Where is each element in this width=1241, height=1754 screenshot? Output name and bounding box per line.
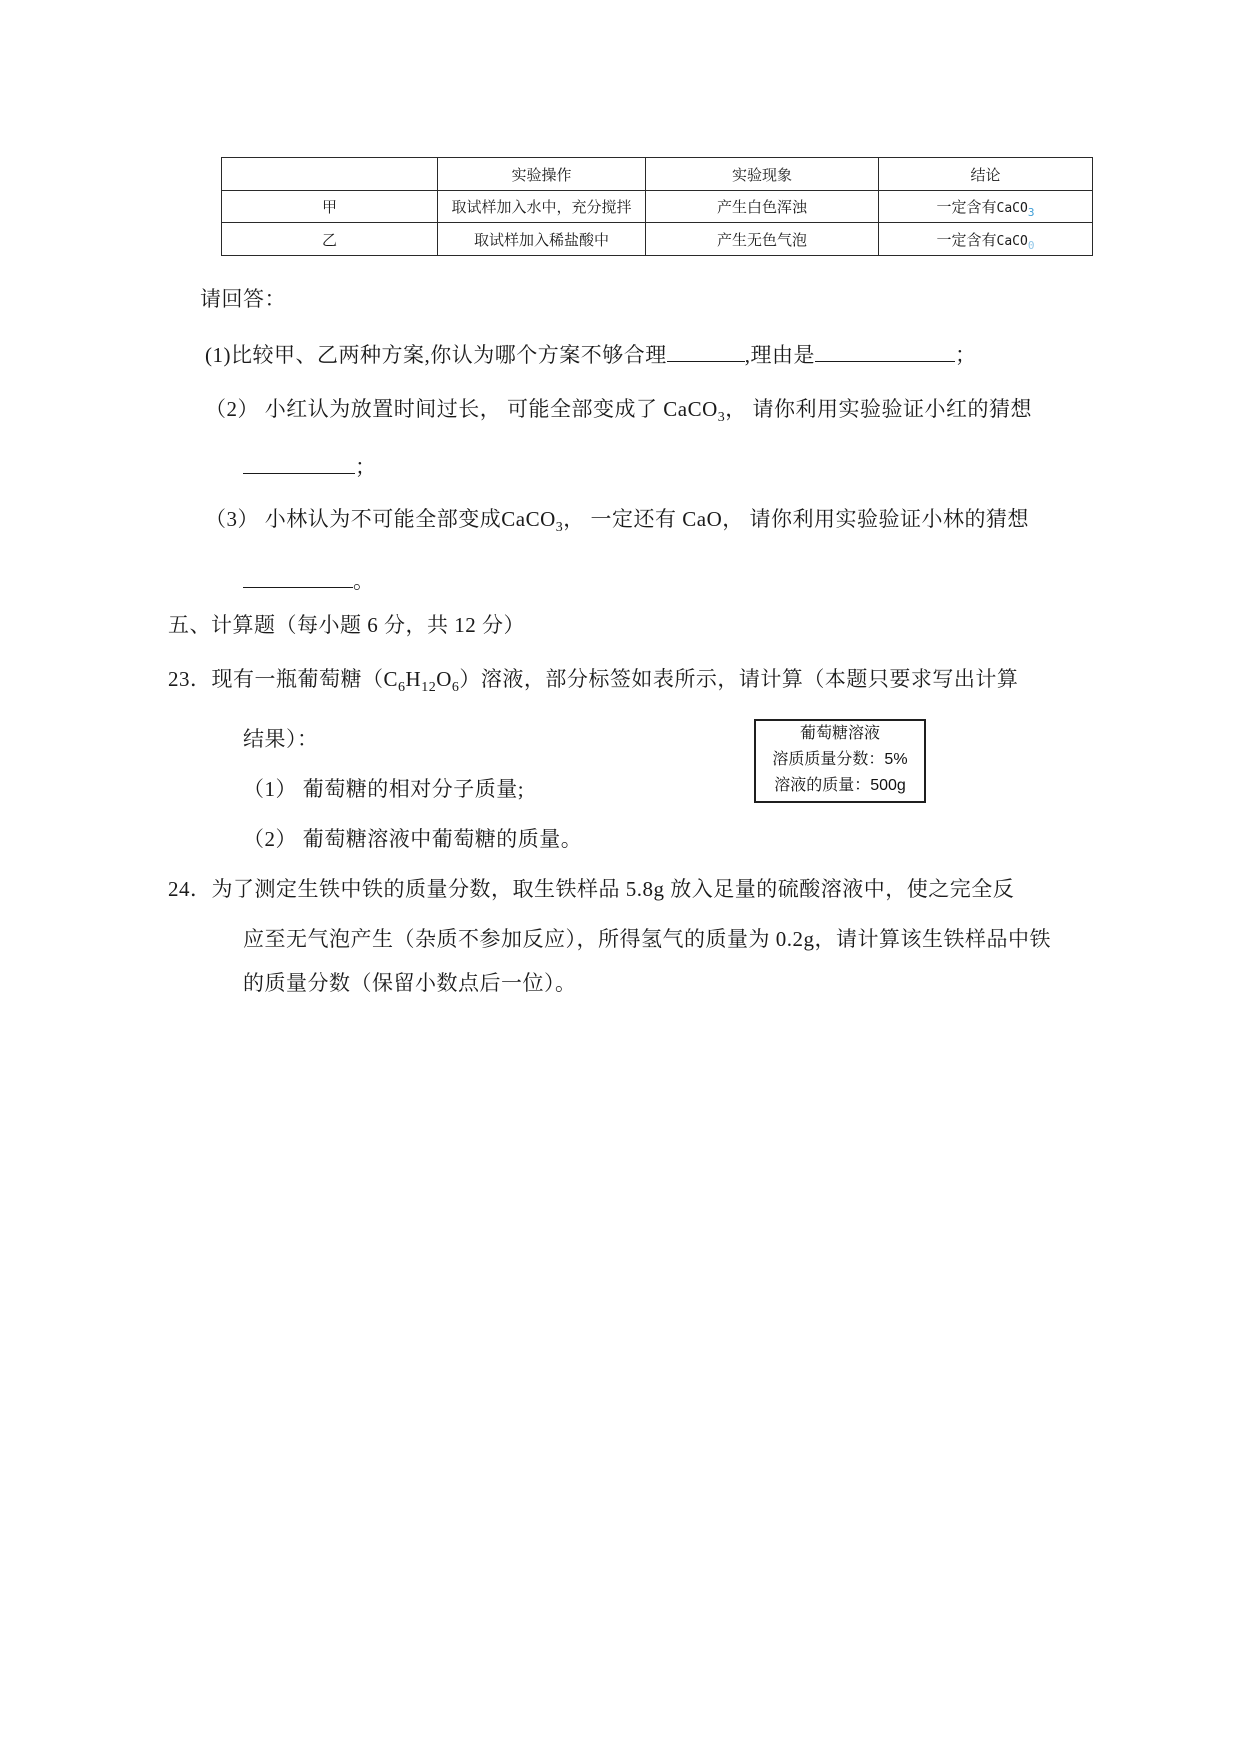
q23-f1: C <box>383 667 399 691</box>
header-operation: 实验操作 <box>438 158 646 191</box>
row-phenomenon: 产生无色气泡 <box>646 223 879 256</box>
q2-post: ， 请你利用实验验证小红的猜想 <box>725 397 1032 421</box>
formula-subscript: 3 <box>1027 206 1035 219</box>
q24-number: 24． <box>168 877 212 901</box>
question-3 <box>205 506 1029 536</box>
row-conclusion <box>879 191 1093 223</box>
q3-blank-end: 。 <box>353 569 375 593</box>
header-phenomenon: 实验现象 <box>646 158 879 191</box>
q3-mid: ， 一定还有 <box>563 507 683 531</box>
question-24-line3: 的质量分数（保留小数点后一位）。 <box>243 971 577 995</box>
question-3-blank-line <box>243 566 375 594</box>
answer-blank <box>815 340 955 362</box>
q2-text: （2） 小红认为放置时间过长， 可能全部变成了 <box>205 397 664 421</box>
row-conclusion <box>879 223 1093 256</box>
question-23-item2: （2） 葡萄糖溶液中葡萄糖的质量。 <box>243 827 583 851</box>
formula-caco: CaCO <box>996 233 1028 249</box>
question-24-line2: 应至无气泡产生（杂质不参加反应），所得氢气的质量为 0.2g，请计算该生铁样品中铁 <box>243 927 1051 951</box>
answer-blank <box>243 452 355 474</box>
q3-formula: CaCO <box>501 507 556 531</box>
glucose-label-box <box>754 719 926 803</box>
table-row-yi <box>222 223 1093 256</box>
row-phenomenon: 产生白色浑浊 <box>646 191 879 223</box>
conclusion-text: 一定含有 <box>936 231 997 249</box>
q23-number: 23． <box>168 667 212 691</box>
conclusion-text: 一定含有 <box>936 199 997 216</box>
q23-post: ）溶液，部分标签如表所示，请计算（本题只要求写出计算 <box>459 667 1019 691</box>
label-solution-mass: 溶液的质量：500g <box>774 777 906 794</box>
header-blank <box>222 158 438 191</box>
row-operation: 取试样加入稀盐酸中 <box>438 223 646 256</box>
header-conclusion: 结论 <box>879 158 1093 191</box>
label-title: 葡萄糖溶液 <box>799 725 880 742</box>
table-row-jia <box>222 191 1093 223</box>
section-5-heading: 五、计算题（每小题 6 分，共 12 分） <box>168 613 525 637</box>
q23-pre: 现有一瓶葡萄糖（ <box>211 667 384 691</box>
q2-blank-end: ； <box>355 455 377 479</box>
question-23 <box>168 666 1019 696</box>
q2-formula-subscript: 3 <box>717 410 726 426</box>
q23-f2: H <box>405 667 422 691</box>
label-mass-fraction: 溶质质量分数：5% <box>772 751 908 768</box>
q3-post: ， 请你利用实验验证小林的猜想 <box>722 507 1029 531</box>
answer-prompt: 请回答： <box>200 287 286 311</box>
table-header-row <box>222 158 1093 191</box>
q3-text: （3） 小林认为不可能全部变成 <box>205 507 502 531</box>
q23-s2: 12 <box>421 680 437 696</box>
q1-mid: ,理由是 <box>744 343 815 367</box>
experiment-table <box>221 157 1093 256</box>
row-name: 甲 <box>222 191 438 223</box>
formula-caco: CaCO <box>996 201 1028 216</box>
question-23-line2: 结果）： <box>243 727 319 751</box>
row-operation: 取试样加入水中，充分搅拌 <box>438 191 646 223</box>
formula-subscript: 0 <box>1027 238 1035 252</box>
q3-formula-subscript: 3 <box>555 520 564 536</box>
question-24 <box>168 876 1014 902</box>
q23-s3: 6 <box>451 680 460 696</box>
question-2 <box>205 396 1032 426</box>
question-23-item1: （1） 葡萄糖的相对分子质量; <box>243 777 525 801</box>
q3-cao: CaO <box>682 507 723 531</box>
question-1 <box>205 340 977 368</box>
q24-line1: 为了测定生铁中铁的质量分数，取生铁样品 5.8g 放入足量的硫酸溶液中，使之完全反 <box>211 877 1015 901</box>
answer-blank <box>667 340 745 362</box>
q1-end: ； <box>955 343 977 367</box>
question-2-blank-line <box>243 452 377 480</box>
q23-s1: 6 <box>398 680 406 696</box>
answer-blank <box>243 566 353 588</box>
q23-f3: O <box>436 667 452 691</box>
row-name: 乙 <box>222 223 438 256</box>
q1-text: (1)比较甲、乙两种方案,你认为哪个方案不够合理 <box>205 343 667 367</box>
q2-formula: CaCO <box>663 397 718 421</box>
